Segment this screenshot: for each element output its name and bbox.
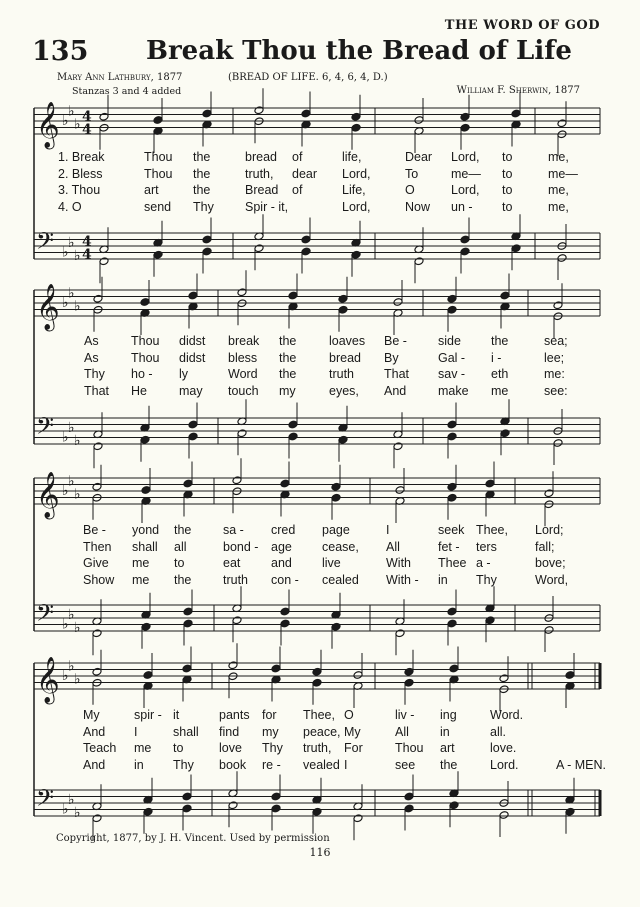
lyric-line bbox=[0, 725, 640, 741]
lyric-syllable: cred bbox=[271, 523, 296, 537]
lyric-syllable: in bbox=[438, 572, 448, 587]
lyric-line bbox=[0, 540, 640, 556]
lyric-syllable: With bbox=[386, 556, 411, 570]
lyric-syllable: 4. O bbox=[58, 199, 82, 214]
lyric-syllable: Dear bbox=[405, 150, 433, 164]
lyric-syllable: Show bbox=[83, 572, 115, 587]
lyric-syllable: all. bbox=[490, 724, 506, 739]
lyric-syllable: the bbox=[491, 334, 509, 348]
lyric-syllable: ly bbox=[179, 367, 189, 381]
lyric-syllable: i - bbox=[491, 350, 502, 365]
lyric-syllable: side bbox=[438, 334, 461, 348]
flat-icon: ♭ bbox=[68, 419, 75, 436]
lyric-syllable: bread bbox=[245, 150, 277, 164]
lyric-syllable: By bbox=[384, 350, 399, 365]
flat-icon: ♭ bbox=[74, 804, 81, 821]
flat-icon: ♭ bbox=[62, 113, 69, 129]
flat-icon: ♭ bbox=[68, 658, 75, 675]
lyric-syllable: sav - bbox=[438, 367, 466, 381]
lyric-syllable: of bbox=[292, 183, 303, 197]
lyric-syllable: the bbox=[279, 334, 297, 348]
lyric-syllable: to bbox=[174, 556, 185, 570]
lyric-line bbox=[0, 758, 640, 774]
lyric-syllable: Lord, bbox=[342, 166, 371, 181]
lyric-syllable: the bbox=[279, 350, 297, 365]
lyric-syllable: me: bbox=[544, 367, 565, 381]
flat-icon: ♭ bbox=[68, 234, 75, 251]
lyric-line bbox=[0, 167, 640, 183]
lyric-syllable: Thy bbox=[193, 199, 214, 214]
lyric-syllable: Be - bbox=[83, 523, 106, 537]
lyric-syllable: And bbox=[83, 724, 106, 739]
lyric-syllable: Thee, bbox=[303, 708, 335, 722]
lyric-syllable: touch bbox=[228, 383, 259, 398]
lyric-syllable: I bbox=[344, 757, 348, 772]
lyric-syllable: con - bbox=[271, 572, 299, 587]
flat-icon: ♭ bbox=[74, 619, 81, 636]
lyric-syllable: Thy bbox=[173, 757, 194, 772]
lyric-syllable: He bbox=[131, 383, 147, 398]
lyric-syllable: Thee, bbox=[476, 523, 508, 537]
lyric-syllable: Gal - bbox=[438, 350, 466, 365]
lyric-syllable: Now bbox=[405, 199, 431, 214]
lyric-syllable: to bbox=[173, 741, 184, 755]
lyric-syllable: fall; bbox=[535, 539, 555, 554]
flat-icon: ♭ bbox=[62, 668, 69, 684]
lyric-syllable: break bbox=[228, 334, 260, 348]
author-credit: Mary Ann Lathbury, 1877 bbox=[57, 72, 183, 83]
flat-icon: ♭ bbox=[74, 247, 81, 264]
lyric-syllable: Lord. bbox=[490, 757, 519, 772]
copyright-notice: Copyright, 1877, by J. H. Vincent. Used by permission bbox=[56, 833, 330, 844]
lyric-syllable: eyes, bbox=[329, 383, 359, 398]
lyric-syllable: yond bbox=[132, 523, 160, 537]
flat-icon: ♭ bbox=[62, 616, 69, 633]
lyric-syllable: in bbox=[134, 757, 144, 772]
lyric-syllable: To bbox=[405, 166, 419, 181]
lyric-syllable: O bbox=[344, 708, 354, 722]
treble-clef-icon: 𝄞 bbox=[36, 284, 60, 330]
lyric-syllable: the bbox=[193, 150, 211, 164]
lyric-syllable: me bbox=[491, 383, 509, 398]
lyric-syllable: didst bbox=[179, 350, 206, 365]
lyric-syllable: love. bbox=[490, 741, 517, 755]
lyric-syllable: truth bbox=[329, 367, 355, 381]
lyric-syllable: fet - bbox=[438, 539, 460, 554]
bass-clef-icon: 𝄢 bbox=[36, 412, 55, 445]
flat-icon: ♭ bbox=[62, 429, 69, 446]
lyric-syllable: eth bbox=[491, 367, 509, 381]
lyric-syllable: to bbox=[502, 183, 513, 197]
flat-icon: ♭ bbox=[62, 483, 69, 499]
lyric-syllable: truth, bbox=[303, 741, 332, 755]
lyric-syllable: Thou bbox=[144, 150, 173, 164]
lyric-syllable: art bbox=[440, 741, 455, 755]
lyric-syllable: 2. Bless bbox=[58, 166, 103, 181]
bass-clef-icon: 𝄢 bbox=[36, 599, 55, 632]
hymn-number: 135 bbox=[32, 36, 89, 67]
lyric-syllable: un - bbox=[451, 199, 473, 214]
lyric-syllable: That bbox=[384, 367, 410, 381]
lyric-syllable: to bbox=[502, 150, 513, 164]
lyric-syllable: Be - bbox=[384, 334, 407, 348]
lyric-syllable: Thou bbox=[131, 350, 160, 365]
lyric-syllable: to bbox=[502, 166, 513, 181]
lyric-syllable: truth, bbox=[245, 166, 274, 181]
lyric-syllable: ters bbox=[476, 539, 497, 554]
lyric-syllable: Word. bbox=[490, 708, 524, 722]
lyric-syllable: me, bbox=[548, 199, 569, 214]
lyric-syllable: Thou bbox=[131, 334, 160, 348]
lyric-syllable: liv - bbox=[395, 708, 415, 722]
lyric-syllable: pants bbox=[219, 708, 250, 722]
lyric-syllable: me, bbox=[548, 183, 569, 197]
lyric-syllable: ing bbox=[440, 708, 457, 722]
lyric-syllable: page bbox=[322, 523, 350, 537]
lyric-syllable: As bbox=[84, 334, 99, 348]
lyric-syllable: me bbox=[134, 741, 152, 755]
lyric-syllable: And bbox=[83, 757, 106, 772]
lyric-syllable: Spir - it, bbox=[245, 199, 289, 214]
lyric-syllable: eat bbox=[223, 556, 241, 570]
lyric-syllable: dear bbox=[292, 166, 318, 181]
lyric-line bbox=[0, 384, 640, 400]
lyric-syllable: my bbox=[279, 383, 296, 398]
flat-icon: ♭ bbox=[62, 801, 69, 818]
lyric-syllable: the bbox=[174, 523, 192, 537]
lyric-syllable: of bbox=[292, 150, 303, 164]
lyric-syllable: the bbox=[193, 166, 211, 181]
lyric-syllable: age bbox=[271, 539, 292, 554]
lyric-syllable: me, bbox=[548, 150, 569, 164]
lyric-syllable: art bbox=[144, 183, 159, 197]
lyric-line bbox=[0, 708, 640, 724]
lyric-syllable: me bbox=[132, 572, 150, 587]
lyric-syllable: the bbox=[174, 572, 192, 587]
lyric-syllable: to bbox=[502, 199, 513, 214]
lyric-syllable: Bread bbox=[245, 183, 279, 197]
lyric-syllable: shall bbox=[132, 539, 158, 554]
lyric-line bbox=[0, 523, 640, 539]
lyric-syllable: the bbox=[193, 183, 211, 197]
lyric-syllable: cease, bbox=[322, 539, 359, 554]
lyric-syllable: As bbox=[84, 350, 99, 365]
flat-icon: ♭ bbox=[68, 606, 75, 623]
flat-icon: ♭ bbox=[68, 473, 75, 490]
lyric-syllable: me bbox=[132, 556, 150, 570]
hymn-title: Break Thou the Bread of Life bbox=[146, 36, 572, 66]
lyric-syllable: Thou bbox=[144, 166, 173, 181]
lyric-syllable: O bbox=[405, 183, 415, 197]
lyric-syllable: may bbox=[179, 383, 203, 398]
flat-icon: ♭ bbox=[74, 116, 81, 133]
lyric-syllable: it bbox=[173, 708, 180, 722]
lyric-syllable: bove; bbox=[535, 556, 566, 570]
flat-icon: ♭ bbox=[68, 285, 75, 302]
lyric-syllable: seek bbox=[438, 523, 465, 537]
lyric-syllable: me— bbox=[548, 166, 578, 181]
lyric-syllable: re - bbox=[262, 757, 281, 772]
flat-icon: ♭ bbox=[74, 298, 81, 315]
lyric-syllable: live bbox=[322, 556, 341, 570]
flat-icon: ♭ bbox=[62, 295, 69, 311]
lyric-syllable: spir - bbox=[134, 708, 162, 722]
lyric-syllable: all bbox=[174, 539, 187, 554]
lyric-line bbox=[0, 150, 640, 166]
lyric-line bbox=[0, 573, 640, 589]
flat-icon: ♭ bbox=[74, 671, 81, 688]
lyric-syllable: me— bbox=[451, 166, 481, 181]
lyric-syllable: make bbox=[438, 383, 469, 398]
lyric-syllable: With - bbox=[386, 572, 419, 587]
lyric-syllable: And bbox=[384, 383, 407, 398]
lyric-syllable: Life, bbox=[342, 183, 366, 197]
tune-meter: (BREAD OF LIFE. 6, 4, 6, 4, D.) bbox=[228, 72, 388, 83]
time-signature-icon: 4 bbox=[82, 122, 92, 138]
lyric-syllable: My bbox=[83, 708, 100, 722]
lyric-syllable: my bbox=[262, 724, 279, 739]
lyric-syllable: see bbox=[395, 757, 416, 772]
lyric-syllable: for bbox=[262, 708, 277, 722]
lyric-syllable: and bbox=[271, 556, 292, 570]
lyric-syllable: find bbox=[219, 724, 240, 739]
page-number: 116 bbox=[309, 846, 331, 859]
lyric-syllable: Thy bbox=[262, 741, 283, 755]
flat-icon: ♭ bbox=[68, 103, 75, 120]
lyric-syllable: I bbox=[386, 523, 390, 537]
lyric-syllable: the bbox=[279, 367, 297, 381]
time-signature-icon: 4 bbox=[82, 247, 92, 263]
lyric-syllable: Thy bbox=[84, 367, 105, 381]
treble-clef-icon: 𝄞 bbox=[36, 102, 60, 148]
lyric-syllable: shall bbox=[173, 724, 199, 739]
lyric-syllable: see: bbox=[544, 383, 568, 398]
lyric-syllable: Teach bbox=[83, 741, 117, 755]
lyric-syllable: Word bbox=[228, 367, 258, 381]
lyric-line bbox=[0, 556, 640, 572]
lyric-syllable: 3. Thou bbox=[58, 183, 101, 197]
flat-icon: ♭ bbox=[62, 244, 69, 261]
lyric-line bbox=[0, 334, 640, 350]
lyric-syllable: bread bbox=[329, 350, 361, 365]
lyric-syllable: sea; bbox=[544, 334, 568, 348]
bass-clef-icon: 𝄢 bbox=[36, 227, 55, 260]
lyric-syllable: Thou bbox=[395, 741, 424, 755]
lyric-syllable: For bbox=[344, 741, 363, 755]
lyric-syllable: That bbox=[84, 383, 110, 398]
time-signature-icon: 4 bbox=[82, 234, 92, 250]
lyric-syllable: A - MEN. bbox=[556, 757, 607, 772]
lyric-syllable: Word, bbox=[535, 572, 569, 587]
lyric-syllable: loaves bbox=[329, 334, 366, 348]
lyric-syllable: 1. Break bbox=[58, 150, 105, 164]
flat-icon: ♭ bbox=[74, 486, 81, 503]
lyric-line bbox=[0, 351, 640, 367]
lyric-syllable: Lord, bbox=[451, 150, 480, 164]
stanza-note: Stanzas 3 and 4 added bbox=[72, 86, 182, 97]
lyric-syllable: All bbox=[386, 539, 400, 554]
lyric-syllable: cealed bbox=[322, 572, 359, 587]
lyric-syllable: All bbox=[395, 724, 409, 739]
lyric-syllable: bless bbox=[228, 350, 258, 365]
treble-clef-icon: 𝄞 bbox=[36, 657, 60, 703]
lyric-syllable: in bbox=[440, 724, 450, 739]
lyric-syllable: a - bbox=[476, 556, 491, 570]
composer-credit: William F. Sherwin, 1877 bbox=[456, 85, 580, 96]
lyric-line bbox=[0, 367, 640, 383]
lyric-syllable: Thee bbox=[438, 556, 467, 570]
lyric-syllable: Lord, bbox=[342, 199, 371, 214]
lyric-syllable: truth bbox=[223, 572, 249, 587]
lyric-syllable: Then bbox=[83, 539, 112, 554]
lyric-syllable: book bbox=[219, 757, 247, 772]
lyric-syllable: ho - bbox=[131, 367, 153, 381]
flat-icon: ♭ bbox=[74, 432, 81, 449]
lyric-line bbox=[0, 200, 640, 216]
lyric-syllable: sa - bbox=[223, 523, 244, 537]
lyric-line bbox=[0, 183, 640, 199]
lyric-syllable: love bbox=[219, 741, 242, 755]
lyric-syllable: bond - bbox=[223, 539, 259, 554]
flat-icon: ♭ bbox=[68, 791, 75, 808]
lyric-syllable: Give bbox=[83, 556, 109, 570]
treble-clef-icon: 𝄞 bbox=[36, 472, 60, 518]
lyric-syllable: My bbox=[344, 724, 361, 739]
bass-clef-icon: 𝄢 bbox=[36, 784, 55, 817]
lyric-syllable: Lord; bbox=[535, 523, 564, 537]
lyric-line bbox=[0, 741, 640, 757]
time-signature-icon: 4 bbox=[82, 109, 92, 125]
lyric-syllable: Thy bbox=[476, 572, 497, 587]
lyric-syllable: I bbox=[134, 724, 138, 739]
lyric-syllable: send bbox=[144, 199, 172, 214]
lyric-syllable: the bbox=[440, 757, 458, 772]
section-title: THE WORD OF GOD bbox=[444, 18, 600, 33]
lyric-syllable: vealed bbox=[303, 757, 340, 772]
lyric-syllable: Lord, bbox=[451, 183, 480, 197]
lyric-syllable: lee; bbox=[544, 350, 565, 365]
lyric-syllable: peace, bbox=[303, 724, 341, 739]
lyric-syllable: life, bbox=[342, 150, 362, 164]
lyric-syllable: didst bbox=[179, 334, 206, 348]
